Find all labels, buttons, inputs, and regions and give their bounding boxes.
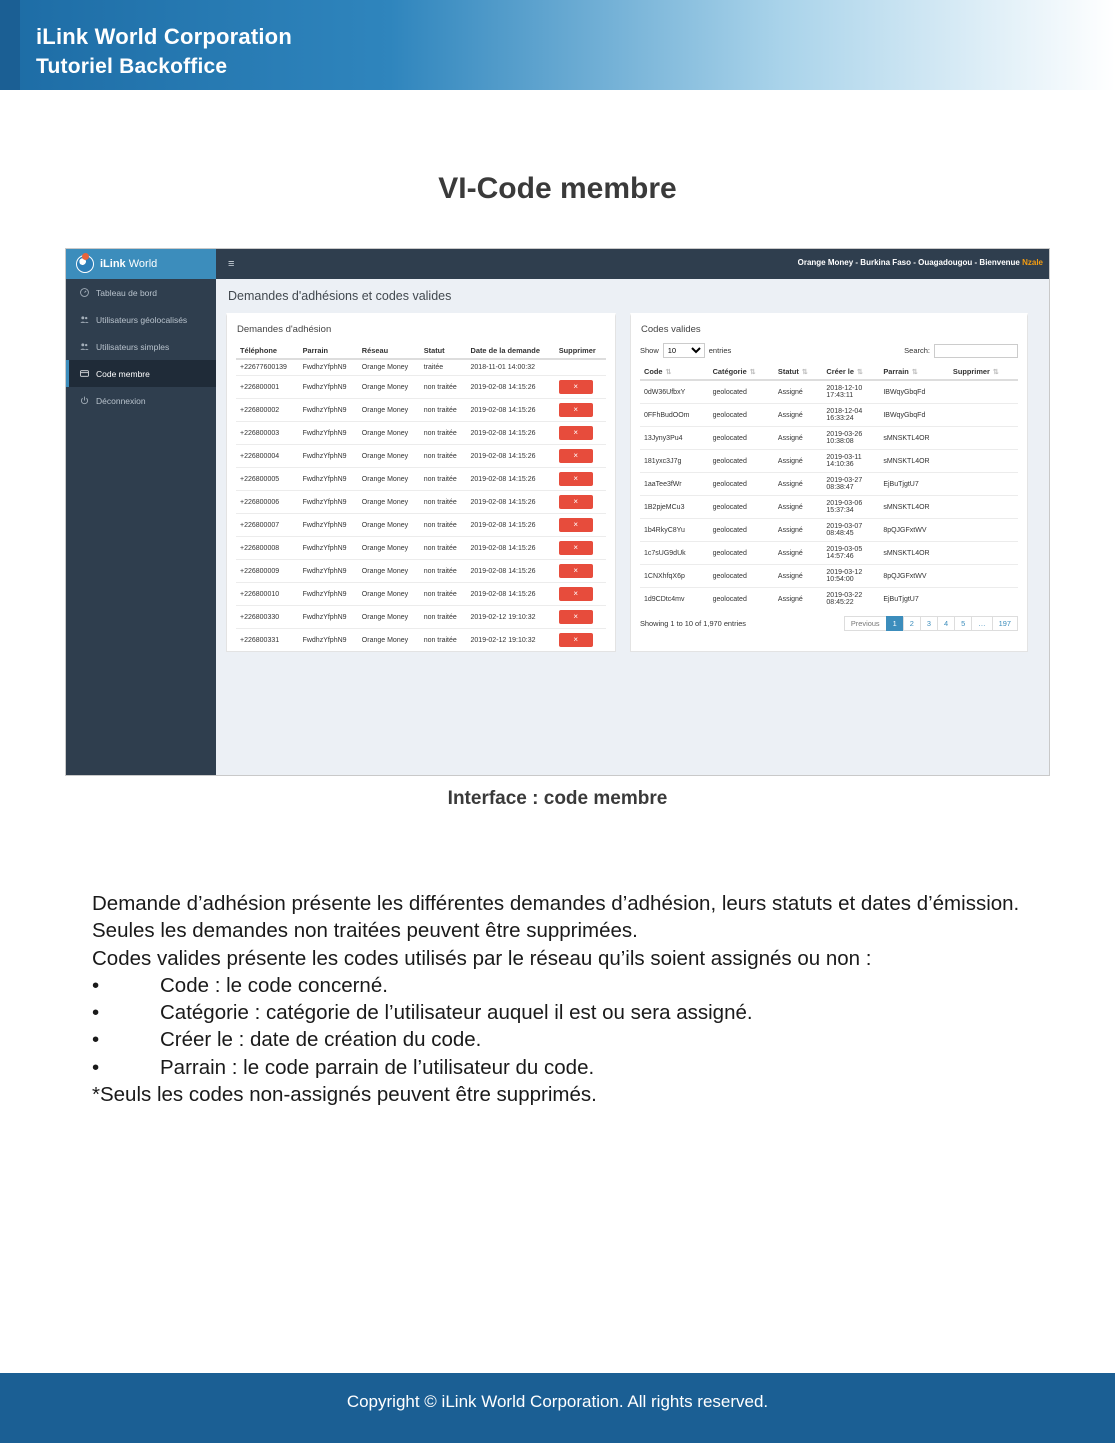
figure-caption: Interface : code membre bbox=[447, 788, 668, 809]
entries-label: entries bbox=[708, 346, 732, 355]
bullet-marker: • bbox=[92, 1055, 100, 1079]
cell-statut: non traitée bbox=[420, 560, 467, 583]
cell-parrain: 8pQJGFxtWV bbox=[879, 565, 949, 588]
table-row bbox=[640, 450, 1018, 473]
panel-codes-valides bbox=[630, 313, 1028, 652]
header-title-company: iLink World Corporation bbox=[36, 24, 292, 49]
bullet-text: Catégorie : catégorie de l’utilisateur auquel il est ou sera assigné. bbox=[160, 1001, 753, 1024]
cell-supprimer bbox=[555, 468, 606, 491]
table-row bbox=[236, 359, 606, 376]
sort-icon: ⇅ bbox=[911, 369, 918, 376]
cell-date: 2019-02-08 14:15:26 bbox=[467, 399, 555, 422]
table-row bbox=[236, 399, 606, 422]
header-title-subtitle: Tutoriel Backoffice bbox=[36, 55, 228, 78]
search-input[interactable] bbox=[934, 344, 1018, 358]
table-row bbox=[640, 473, 1018, 496]
cell-reseau: Orange Money bbox=[358, 560, 420, 583]
cell-parrain: IBWqyGbqFd bbox=[879, 404, 949, 427]
sort-icon: ⇅ bbox=[665, 369, 672, 376]
cell-code: 1b4RkyC8Yu bbox=[640, 519, 709, 542]
cell-telephone: +226800007 bbox=[236, 514, 299, 537]
navbar-username: Nzale bbox=[1022, 258, 1043, 267]
cell-creer-le: 2019-03-05 14:57:46 bbox=[822, 542, 879, 565]
table-row bbox=[640, 542, 1018, 565]
cell-parrain: FwdhzYfphN9 bbox=[299, 359, 358, 376]
cell-reseau: Orange Money bbox=[358, 359, 420, 376]
cell-telephone: +226800010 bbox=[236, 583, 299, 606]
entries-info: Showing 1 to 10 of 1,970 entries bbox=[640, 619, 747, 628]
cell-parrain: sMNSKTL4OR bbox=[879, 496, 949, 519]
bullet-marker: • bbox=[92, 1028, 100, 1052]
cell-supprimer bbox=[555, 376, 606, 399]
table-row bbox=[236, 560, 606, 583]
col-parrain[interactable]: Parrain ⇅ bbox=[879, 364, 949, 380]
cell-parrain: FwdhzYfphN9 bbox=[299, 468, 358, 491]
cell-telephone: +226800006 bbox=[236, 491, 299, 514]
cell-code: 13Jyny3Pu4 bbox=[640, 427, 709, 450]
sidebar-label: Utilisateurs géolocalisés bbox=[96, 314, 188, 325]
bullet-text: Parrain : le code parrain de l’utilisateur du code. bbox=[160, 1055, 595, 1079]
power-icon bbox=[80, 396, 89, 405]
cell-code: 0dW36UfbxY bbox=[640, 380, 709, 404]
cell-creer-le: 2019-03-22 08:45:22 bbox=[822, 588, 879, 611]
sort-icon: ⇅ bbox=[749, 369, 756, 376]
search-control[interactable] bbox=[904, 344, 1018, 358]
col-date-demande[interactable]: Date de la demande bbox=[467, 343, 555, 359]
sidebar-item-deconnexion[interactable] bbox=[66, 387, 216, 414]
pagination-item[interactable]: Previous bbox=[844, 616, 887, 631]
footer-copyright: Copyright © iLink World Corporation. All rights reserved. bbox=[346, 1392, 769, 1411]
pagination[interactable] bbox=[845, 616, 1018, 631]
entries-select[interactable] bbox=[663, 343, 705, 358]
col-telephone[interactable]: Téléphone bbox=[236, 343, 299, 359]
cell-statut: non traitée bbox=[420, 583, 467, 606]
cell-telephone: +226800330 bbox=[236, 606, 299, 629]
col-creer-le[interactable]: Créer le ⇅ bbox=[822, 364, 879, 380]
table-row bbox=[236, 422, 606, 445]
cell-parrain: sMNSKTL4OR bbox=[879, 450, 949, 473]
cell-date: 2019-02-08 14:15:26 bbox=[467, 514, 555, 537]
pagination-item[interactable]: 5 bbox=[954, 616, 972, 631]
col-supprimer[interactable]: Supprimer ⇅ bbox=[949, 364, 1018, 380]
cell-statut: non traitée bbox=[420, 422, 467, 445]
content-heading: Demandes d'adhésions et codes valides bbox=[228, 289, 452, 303]
cell-parrain: FwdhzYfphN9 bbox=[299, 629, 358, 652]
cell-parrain: FwdhzYfphN9 bbox=[299, 583, 358, 606]
cell-telephone: +226800331 bbox=[236, 629, 299, 652]
bullet-text: Code : le code concerné. bbox=[160, 973, 388, 997]
paragraph-1: Demande d’adhésion présente les différentes demandes d’adhésion, leurs statuts et dates d’émission. Seules les demandes non traitées peuvent être supprimées. bbox=[92, 892, 1020, 943]
cell-telephone: +226800008 bbox=[236, 537, 299, 560]
cell-supprimer bbox=[949, 496, 1018, 519]
table-row bbox=[640, 380, 1018, 404]
table-row bbox=[236, 468, 606, 491]
cell-categorie: geolocated bbox=[709, 496, 774, 519]
cell-categorie: geolocated bbox=[709, 565, 774, 588]
delete-button[interactable]: × bbox=[559, 610, 593, 624]
delete-button[interactable]: × bbox=[559, 449, 593, 463]
cell-reseau: Orange Money bbox=[358, 583, 420, 606]
cell-creer-le: 2019-03-11 14:10:36 bbox=[822, 450, 879, 473]
cell-date: 2019-02-08 14:15:26 bbox=[467, 376, 555, 399]
show-label: Show bbox=[640, 346, 659, 355]
table-row bbox=[640, 519, 1018, 542]
cell-reseau: Orange Money bbox=[358, 422, 420, 445]
navbar-context-text: Orange Money - Burkina Faso - Ouagadougou - Bienvenue bbox=[797, 258, 1023, 267]
col-reseau[interactable]: Réseau bbox=[358, 343, 420, 359]
panel-demandes-adhesion bbox=[226, 313, 616, 652]
cell-categorie: geolocated bbox=[709, 404, 774, 427]
brand-light: World bbox=[125, 258, 158, 270]
table-row bbox=[640, 404, 1018, 427]
cell-supprimer bbox=[555, 399, 606, 422]
cell-date: 2019-02-08 14:15:26 bbox=[467, 583, 555, 606]
cell-categorie: geolocated bbox=[709, 380, 774, 404]
delete-button[interactable]: × bbox=[559, 472, 593, 486]
cell-creer-le: 2019-03-06 15:37:34 bbox=[822, 496, 879, 519]
cell-supprimer bbox=[949, 519, 1018, 542]
table-row bbox=[236, 629, 606, 652]
cell-statut: non traitée bbox=[420, 468, 467, 491]
list-item bbox=[92, 999, 1027, 1026]
cell-reseau: Orange Money bbox=[358, 445, 420, 468]
header-left-bar bbox=[0, 0, 20, 90]
paragraph-2: Codes valides présente les codes utilisés par le réseau qu’ils soient assignés ou non : bbox=[92, 946, 872, 970]
cell-date: 2019-02-08 14:15:26 bbox=[467, 491, 555, 514]
cell-reseau: Orange Money bbox=[358, 491, 420, 514]
cell-statut: Assigné bbox=[774, 519, 822, 542]
delete-button[interactable]: × bbox=[559, 403, 593, 417]
col-categorie[interactable]: Catégorie ⇅ bbox=[709, 364, 774, 380]
cell-date: 2018-11-01 14:00:32 bbox=[467, 359, 555, 376]
cell-reseau: Orange Money bbox=[358, 468, 420, 491]
sidebar-item-utilisateurs-geolocalises[interactable] bbox=[66, 306, 216, 333]
table-row bbox=[236, 537, 606, 560]
app-navbar bbox=[66, 249, 1050, 279]
bullet-text: Créer le : date de création du code. bbox=[160, 1028, 482, 1052]
cell-telephone: +22677600139 bbox=[236, 359, 299, 376]
cell-statut: non traitée bbox=[420, 491, 467, 514]
card-icon bbox=[80, 369, 89, 378]
table-row bbox=[640, 588, 1018, 611]
cell-telephone: +226800009 bbox=[236, 560, 299, 583]
cell-categorie: geolocated bbox=[709, 519, 774, 542]
pagination-item[interactable]: 197 bbox=[992, 616, 1018, 631]
footnote: *Seuls les codes non-assignés peuvent être supprimés. bbox=[92, 1082, 597, 1106]
datatable-footer bbox=[640, 610, 1018, 638]
delete-button[interactable]: × bbox=[559, 564, 593, 578]
cell-supprimer bbox=[555, 514, 606, 537]
col-supprimer[interactable]: Supprimer bbox=[555, 343, 606, 359]
cell-code: 1B2pjeMCu3 bbox=[640, 496, 709, 519]
cell-parrain: EjBuTjgtU7 bbox=[879, 473, 949, 496]
panel-title-left: Demandes d'adhésion bbox=[237, 324, 332, 335]
cell-statut: Assigné bbox=[774, 588, 822, 611]
table-row bbox=[236, 491, 606, 514]
cell-supprimer bbox=[555, 560, 606, 583]
panels-row bbox=[226, 313, 1039, 652]
bullet-marker: • bbox=[92, 973, 100, 997]
cell-statut: non traitée bbox=[420, 376, 467, 399]
cell-supprimer bbox=[555, 359, 606, 376]
table-body-left bbox=[236, 359, 606, 651]
cell-parrain: FwdhzYfphN9 bbox=[299, 376, 358, 399]
cell-supprimer bbox=[555, 537, 606, 560]
col-statut[interactable]: Statut bbox=[420, 343, 467, 359]
cell-supprimer bbox=[949, 473, 1018, 496]
page-footer bbox=[0, 1368, 1115, 1443]
table-row bbox=[640, 565, 1018, 588]
sidebar-item-utilisateurs-simples[interactable] bbox=[66, 333, 216, 360]
sidebar-label: Utilisateurs simples bbox=[96, 341, 170, 352]
cell-creer-le: 2018-12-04 16:33:24 bbox=[822, 404, 879, 427]
list-item bbox=[92, 972, 1027, 999]
panel-title-right: Codes valides bbox=[641, 324, 701, 335]
cell-statut: Assigné bbox=[774, 427, 822, 450]
list-item bbox=[92, 1054, 1027, 1081]
cell-reseau: Orange Money bbox=[358, 514, 420, 537]
cell-statut: Assigné bbox=[774, 496, 822, 519]
bullet-list bbox=[92, 972, 1027, 1081]
hamburger-icon[interactable]: ≡ bbox=[228, 258, 235, 270]
cell-parrain: sMNSKTL4OR bbox=[879, 427, 949, 450]
delete-button[interactable]: × bbox=[559, 587, 593, 601]
sidebar-label: Tableau de bord bbox=[96, 287, 157, 298]
delete-button[interactable]: × bbox=[559, 633, 593, 647]
cell-reseau: Orange Money bbox=[358, 537, 420, 560]
cell-statut: non traitée bbox=[420, 514, 467, 537]
cell-creer-le: 2018-12-10 17:43:11 bbox=[822, 380, 879, 404]
sort-icon: ⇅ bbox=[856, 369, 863, 376]
globe-icon bbox=[76, 255, 94, 273]
cell-parrain: FwdhzYfphN9 bbox=[299, 606, 358, 629]
cell-supprimer bbox=[949, 565, 1018, 588]
cell-parrain: IBWqyGbqFd bbox=[879, 380, 949, 404]
cell-telephone: +226800002 bbox=[236, 399, 299, 422]
cell-categorie: geolocated bbox=[709, 427, 774, 450]
cell-categorie: geolocated bbox=[709, 473, 774, 496]
cell-code: 1c7sUG9dUk bbox=[640, 542, 709, 565]
cell-supprimer bbox=[555, 422, 606, 445]
cell-date: 2019-02-08 14:15:26 bbox=[467, 537, 555, 560]
table-row bbox=[236, 514, 606, 537]
datatable-controls bbox=[640, 343, 1018, 358]
cell-supprimer bbox=[555, 491, 606, 514]
page-header-banner bbox=[0, 0, 1115, 90]
cell-supprimer bbox=[949, 404, 1018, 427]
cell-creer-le: 2019-03-27 08:38:47 bbox=[822, 473, 879, 496]
cell-statut: non traitée bbox=[420, 537, 467, 560]
body-text bbox=[92, 890, 1027, 1108]
cell-parrain: EjBuTjgtU7 bbox=[879, 588, 949, 611]
sidebar-label: Déconnexion bbox=[96, 395, 146, 406]
cell-reseau: Orange Money bbox=[358, 399, 420, 422]
cell-date: 2019-02-12 19:10:32 bbox=[467, 606, 555, 629]
list-item bbox=[92, 1026, 1027, 1053]
cell-parrain: FwdhzYfphN9 bbox=[299, 537, 358, 560]
cell-supprimer bbox=[555, 606, 606, 629]
table-row bbox=[236, 606, 606, 629]
cell-categorie: geolocated bbox=[709, 542, 774, 565]
pagination-item[interactable]: 2 bbox=[903, 616, 921, 631]
sidebar-label: Code membre bbox=[96, 368, 150, 379]
page-title: VI-Code membre bbox=[438, 172, 677, 205]
cell-date: 2019-02-08 14:15:26 bbox=[467, 560, 555, 583]
cell-statut: Assigné bbox=[774, 542, 822, 565]
table-row bbox=[236, 376, 606, 399]
cell-code: 1aaTee3fWr bbox=[640, 473, 709, 496]
cell-statut: Assigné bbox=[774, 473, 822, 496]
sort-icon: ⇅ bbox=[801, 369, 808, 376]
table-demandes-adhesion bbox=[236, 343, 606, 651]
cell-categorie: geolocated bbox=[709, 588, 774, 611]
cell-telephone: +226800005 bbox=[236, 468, 299, 491]
cell-date: 2019-02-12 19:10:32 bbox=[467, 629, 555, 652]
table-row bbox=[640, 427, 1018, 450]
delete-button[interactable]: × bbox=[559, 495, 593, 509]
cell-statut: non traitée bbox=[420, 606, 467, 629]
cell-categorie: geolocated bbox=[709, 450, 774, 473]
table-header-row bbox=[236, 343, 606, 359]
entries-length-control[interactable] bbox=[640, 343, 731, 358]
navbar-user-info bbox=[798, 258, 1043, 267]
col-parrain[interactable]: Parrain bbox=[299, 343, 358, 359]
sidebar-item-code-membre[interactable] bbox=[66, 360, 216, 387]
cell-code: 181yxc3J7g bbox=[640, 450, 709, 473]
delete-button[interactable]: × bbox=[559, 518, 593, 532]
cell-supprimer bbox=[949, 588, 1018, 611]
pagination-item[interactable]: … bbox=[971, 616, 992, 631]
cell-parrain: FwdhzYfphN9 bbox=[299, 445, 358, 468]
table-row bbox=[236, 445, 606, 468]
cell-reseau: Orange Money bbox=[358, 376, 420, 399]
table-codes-valides bbox=[640, 364, 1018, 610]
cell-supprimer bbox=[555, 583, 606, 606]
cell-statut: non traitée bbox=[420, 629, 467, 652]
brand-bold: iLink bbox=[100, 258, 126, 270]
pagination-item[interactable]: 1 bbox=[886, 616, 904, 631]
cell-supprimer bbox=[949, 380, 1018, 404]
cell-parrain: FwdhzYfphN9 bbox=[299, 514, 358, 537]
app-brand[interactable] bbox=[66, 249, 216, 279]
cell-reseau: Orange Money bbox=[358, 606, 420, 629]
cell-supprimer bbox=[949, 427, 1018, 450]
dashboard-icon bbox=[80, 288, 89, 297]
cell-statut: Assigné bbox=[774, 404, 822, 427]
delete-button[interactable]: × bbox=[559, 380, 593, 394]
cell-parrain: FwdhzYfphN9 bbox=[299, 422, 358, 445]
cell-code: 0FFhBudOOm bbox=[640, 404, 709, 427]
cell-parrain: FwdhzYfphN9 bbox=[299, 491, 358, 514]
users-icon bbox=[80, 342, 89, 351]
cell-statut: Assigné bbox=[774, 565, 822, 588]
pagination-item[interactable]: 3 bbox=[920, 616, 938, 631]
users-icon bbox=[80, 315, 89, 324]
cell-statut: non traitée bbox=[420, 445, 467, 468]
cell-creer-le: 2019-03-07 08:48:45 bbox=[822, 519, 879, 542]
cell-creer-le: 2019-03-26 10:38:08 bbox=[822, 427, 879, 450]
delete-button[interactable]: × bbox=[559, 426, 593, 440]
cell-telephone: +226800004 bbox=[236, 445, 299, 468]
cell-supprimer bbox=[555, 445, 606, 468]
table-row bbox=[236, 583, 606, 606]
cell-date: 2019-02-08 14:15:26 bbox=[467, 468, 555, 491]
cell-supprimer bbox=[949, 542, 1018, 565]
cell-parrain: 8pQJGFxtWV bbox=[879, 519, 949, 542]
cell-statut: Assigné bbox=[774, 450, 822, 473]
footer-top-rule bbox=[0, 1368, 1115, 1373]
table-row bbox=[640, 496, 1018, 519]
cell-supprimer bbox=[555, 629, 606, 652]
app-sidebar bbox=[66, 279, 216, 775]
cell-parrain: sMNSKTL4OR bbox=[879, 542, 949, 565]
table-header-row bbox=[640, 364, 1018, 380]
brand-label bbox=[100, 258, 157, 270]
bullet-marker: • bbox=[92, 1001, 100, 1024]
screenshot-figure bbox=[65, 248, 1050, 776]
cell-parrain: FwdhzYfphN9 bbox=[299, 560, 358, 583]
cell-telephone: +226800001 bbox=[236, 376, 299, 399]
sort-icon: ⇅ bbox=[992, 369, 999, 376]
pagination-item[interactable]: 4 bbox=[937, 616, 955, 631]
cell-code: 1d9CDtc4mv bbox=[640, 588, 709, 611]
cell-reseau: Orange Money bbox=[358, 629, 420, 652]
delete-button[interactable]: × bbox=[559, 541, 593, 555]
cell-statut: non traitée bbox=[420, 399, 467, 422]
app-content bbox=[216, 279, 1049, 775]
cell-creer-le: 2019-03-12 10:54:00 bbox=[822, 565, 879, 588]
sidebar-item-tableau-de-bord[interactable] bbox=[66, 279, 216, 306]
cell-parrain: FwdhzYfphN9 bbox=[299, 399, 358, 422]
col-statut[interactable]: Statut ⇅ bbox=[774, 364, 822, 380]
cell-statut: traitée bbox=[420, 359, 467, 376]
cell-statut: Assigné bbox=[774, 380, 822, 404]
cell-telephone: +226800003 bbox=[236, 422, 299, 445]
cell-supprimer bbox=[949, 450, 1018, 473]
cell-code: 1CNXhfqX6p bbox=[640, 565, 709, 588]
cell-date: 2019-02-08 14:15:26 bbox=[467, 422, 555, 445]
search-label: Search: bbox=[904, 346, 930, 355]
cell-date: 2019-02-08 14:15:26 bbox=[467, 445, 555, 468]
col-code[interactable]: Code ⇅ bbox=[640, 364, 709, 380]
table-body-right bbox=[640, 380, 1018, 610]
